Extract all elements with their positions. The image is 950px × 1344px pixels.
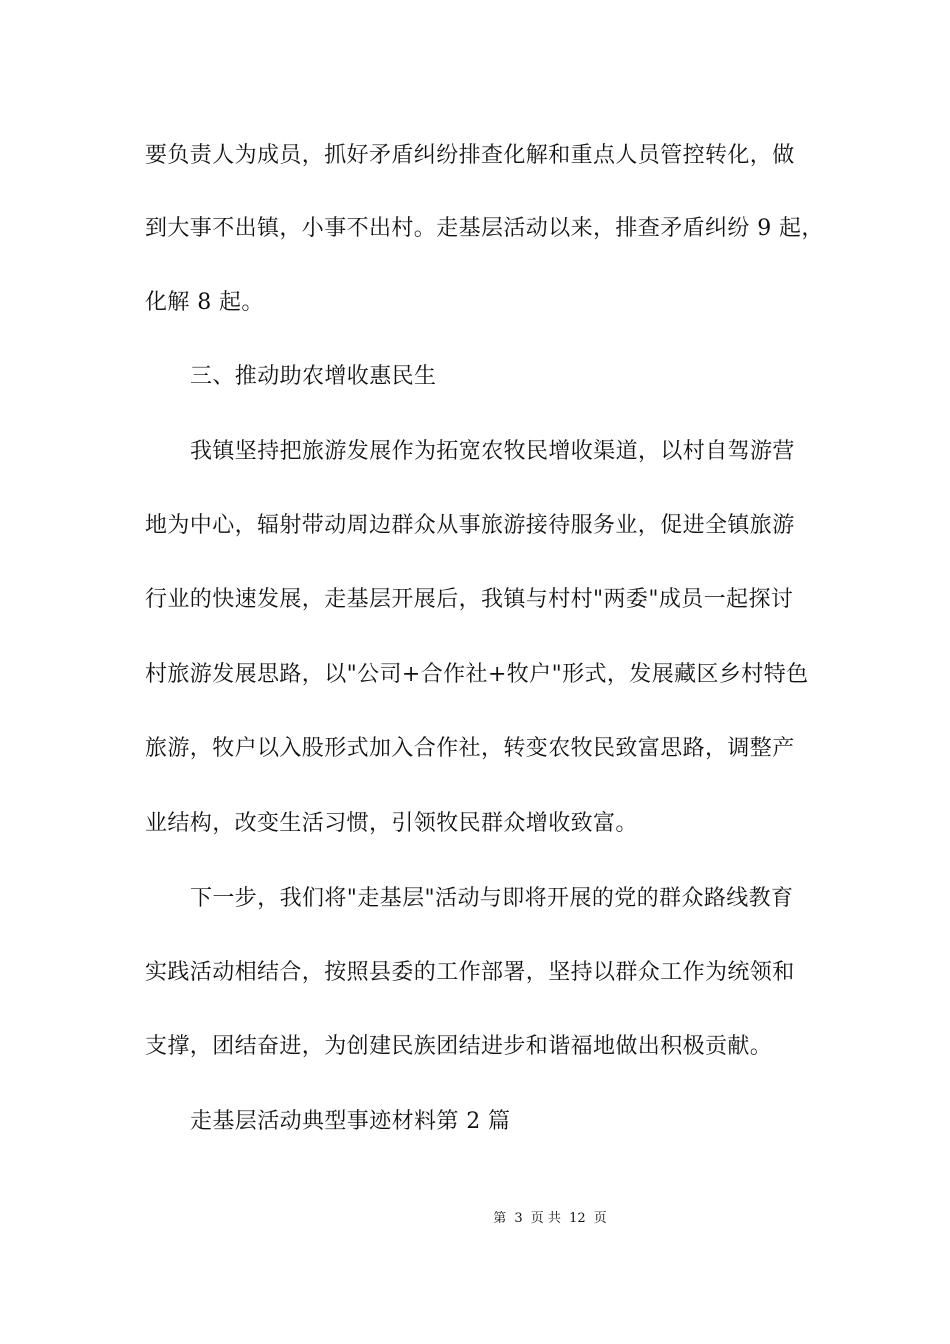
paragraph-2-line-1: 我镇坚持把旅游发展作为拓宽农牧民增收渠道，以村自驾游营 (190, 439, 795, 464)
paragraph-1-line-1: 要负责人为成员，抓好矛盾纠纷排查化解和重点人员管控转化，做 (145, 143, 795, 168)
footer-middle: 页 共 (530, 1211, 561, 1226)
paragraph-2-line-6: 业结构，改变生活习惯，引领牧民群众增收致富。 (145, 811, 638, 836)
paragraph-2-line-4: 村旅游发展思路，以"公司+合作社+牧户"形式，发展藏区乡村特色 (145, 662, 809, 687)
section-title: 走基层活动典型事迹材料第 2 篇 (190, 1109, 511, 1134)
section-heading-3: 三、推动助农增收惠民生 (190, 364, 437, 389)
paragraph-1-line-3: 化解 8 起。 (145, 290, 264, 315)
paragraph-2-line-2: 地为中心，辐射带动周边群众从事旅游接待服务业，促进全镇旅游 (145, 513, 795, 538)
footer-current-page: 3 (514, 1211, 523, 1226)
paragraph-2-line-5: 旅游，牧户以入股形式加入合作社，转变农牧民致富思路，调整产 (145, 736, 795, 761)
footer-total-pages: 12 (569, 1211, 586, 1226)
paragraph-1-line-2: 到大事不出镇，小事不出村。走基层活动以来，排查矛盾纠纷 9 起， (145, 216, 824, 241)
paragraph-3-line-3: 支撑，团结奋进，为创建民族团结进步和谐福地做出积极贡献。 (145, 1034, 773, 1059)
paragraph-3-line-1: 下一步，我们将"走基层"活动与即将开展的党的群众路线教育 (190, 886, 794, 911)
page-footer (0, 1210, 950, 1228)
paragraph-3-line-2: 实践活动相结合，按照县委的工作部署，坚持以群众工作为统领和 (145, 960, 795, 985)
footer-prefix: 第 (493, 1211, 507, 1226)
paragraph-2-line-3: 行业的快速发展，走基层开展后，我镇与村村"两委"成员一起探讨 (145, 587, 794, 612)
footer-suffix: 页 (593, 1211, 607, 1226)
